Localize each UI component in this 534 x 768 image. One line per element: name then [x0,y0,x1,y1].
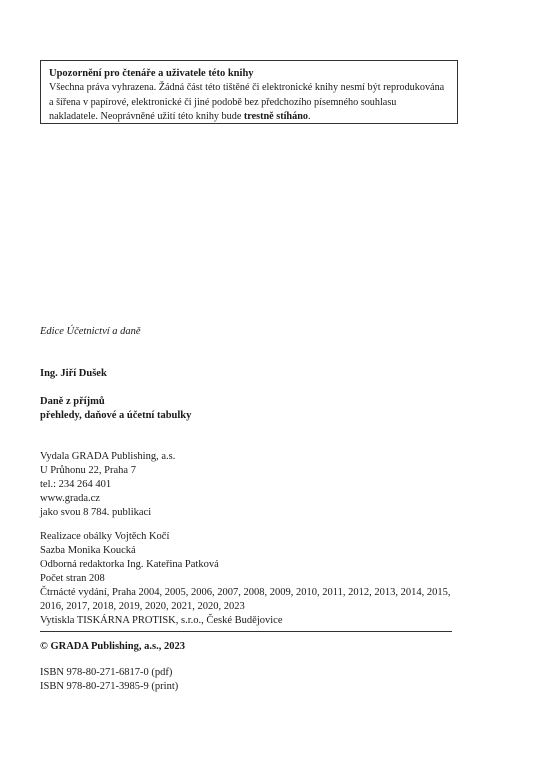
publisher-info [40,450,175,520]
notice-line-2: a šířena v papírové, elektronické či jiné podobě bez předchozího písemného souhlasu [49,96,397,108]
credits-line: 2016, 2017, 2018, 2019, 2020, 2021, 2020, 2023 [40,601,245,612]
isbn-line: ISBN 978-80-271-6817-0 (pdf) [40,667,173,678]
edition-series: Edice Účetnictví a daně [40,326,141,337]
divider [40,631,452,632]
notice-line-3-suffix: . [307,111,311,122]
book-title [40,395,191,423]
credits-line: Čtrnácté vydání, Praha 2004, 2005, 2006, 2007, 2008, 2009, 2010, 2011, 2012, 2013, 2014, 2015, [40,587,451,598]
book-title-line-1: Daně z příjmů [40,396,105,407]
credits-line: Počet stran 208 [40,573,105,584]
copyright-notice-box [40,60,458,124]
isbn-info [40,666,178,694]
publisher-line: tel.: 234 264 401 [40,479,112,490]
credits-line: Vytiskla TISKÁRNA PROTISK, s.r.o., České Budějovice [40,615,283,626]
notice-line-3 [49,110,449,125]
publisher-line: U Průhonu 22, Praha 7 [40,465,136,476]
notice-line-3-prefix: nakladatele. Neoprávněné užití této knihy bude [49,111,244,122]
credits-line: Sazba Monika Koucká [40,545,136,556]
notice-line-3-bold: trestně stíháno [243,111,308,122]
book-title-line-2: přehledy, daňové a účetní tabulky [40,410,192,421]
copyright-line: © GRADA Publishing, a.s., 2023 [40,641,185,652]
publisher-line: www.grada.cz [40,493,100,504]
credits-line: Realizace obálky Vojtěch Kočí [40,531,170,542]
publisher-line: jako svou 8 784. publikaci [40,507,152,518]
notice-title: Upozornění pro čtenáře a uživatele této knihy [49,68,254,79]
author-name: Ing. Jiří Dušek [40,368,107,379]
notice-line-1: Všechna práva vyhrazena. Žádná část této tištěné či elektronické knihy nesmí být reprodukována [49,82,445,93]
credits-line: Odborná redaktorka Ing. Kateřina Patková [40,559,219,570]
isbn-line: ISBN 978-80-271-3985-9 (print) [40,681,179,692]
publisher-line: Vydala GRADA Publishing, a.s. [40,451,176,462]
credits-info [40,530,451,628]
